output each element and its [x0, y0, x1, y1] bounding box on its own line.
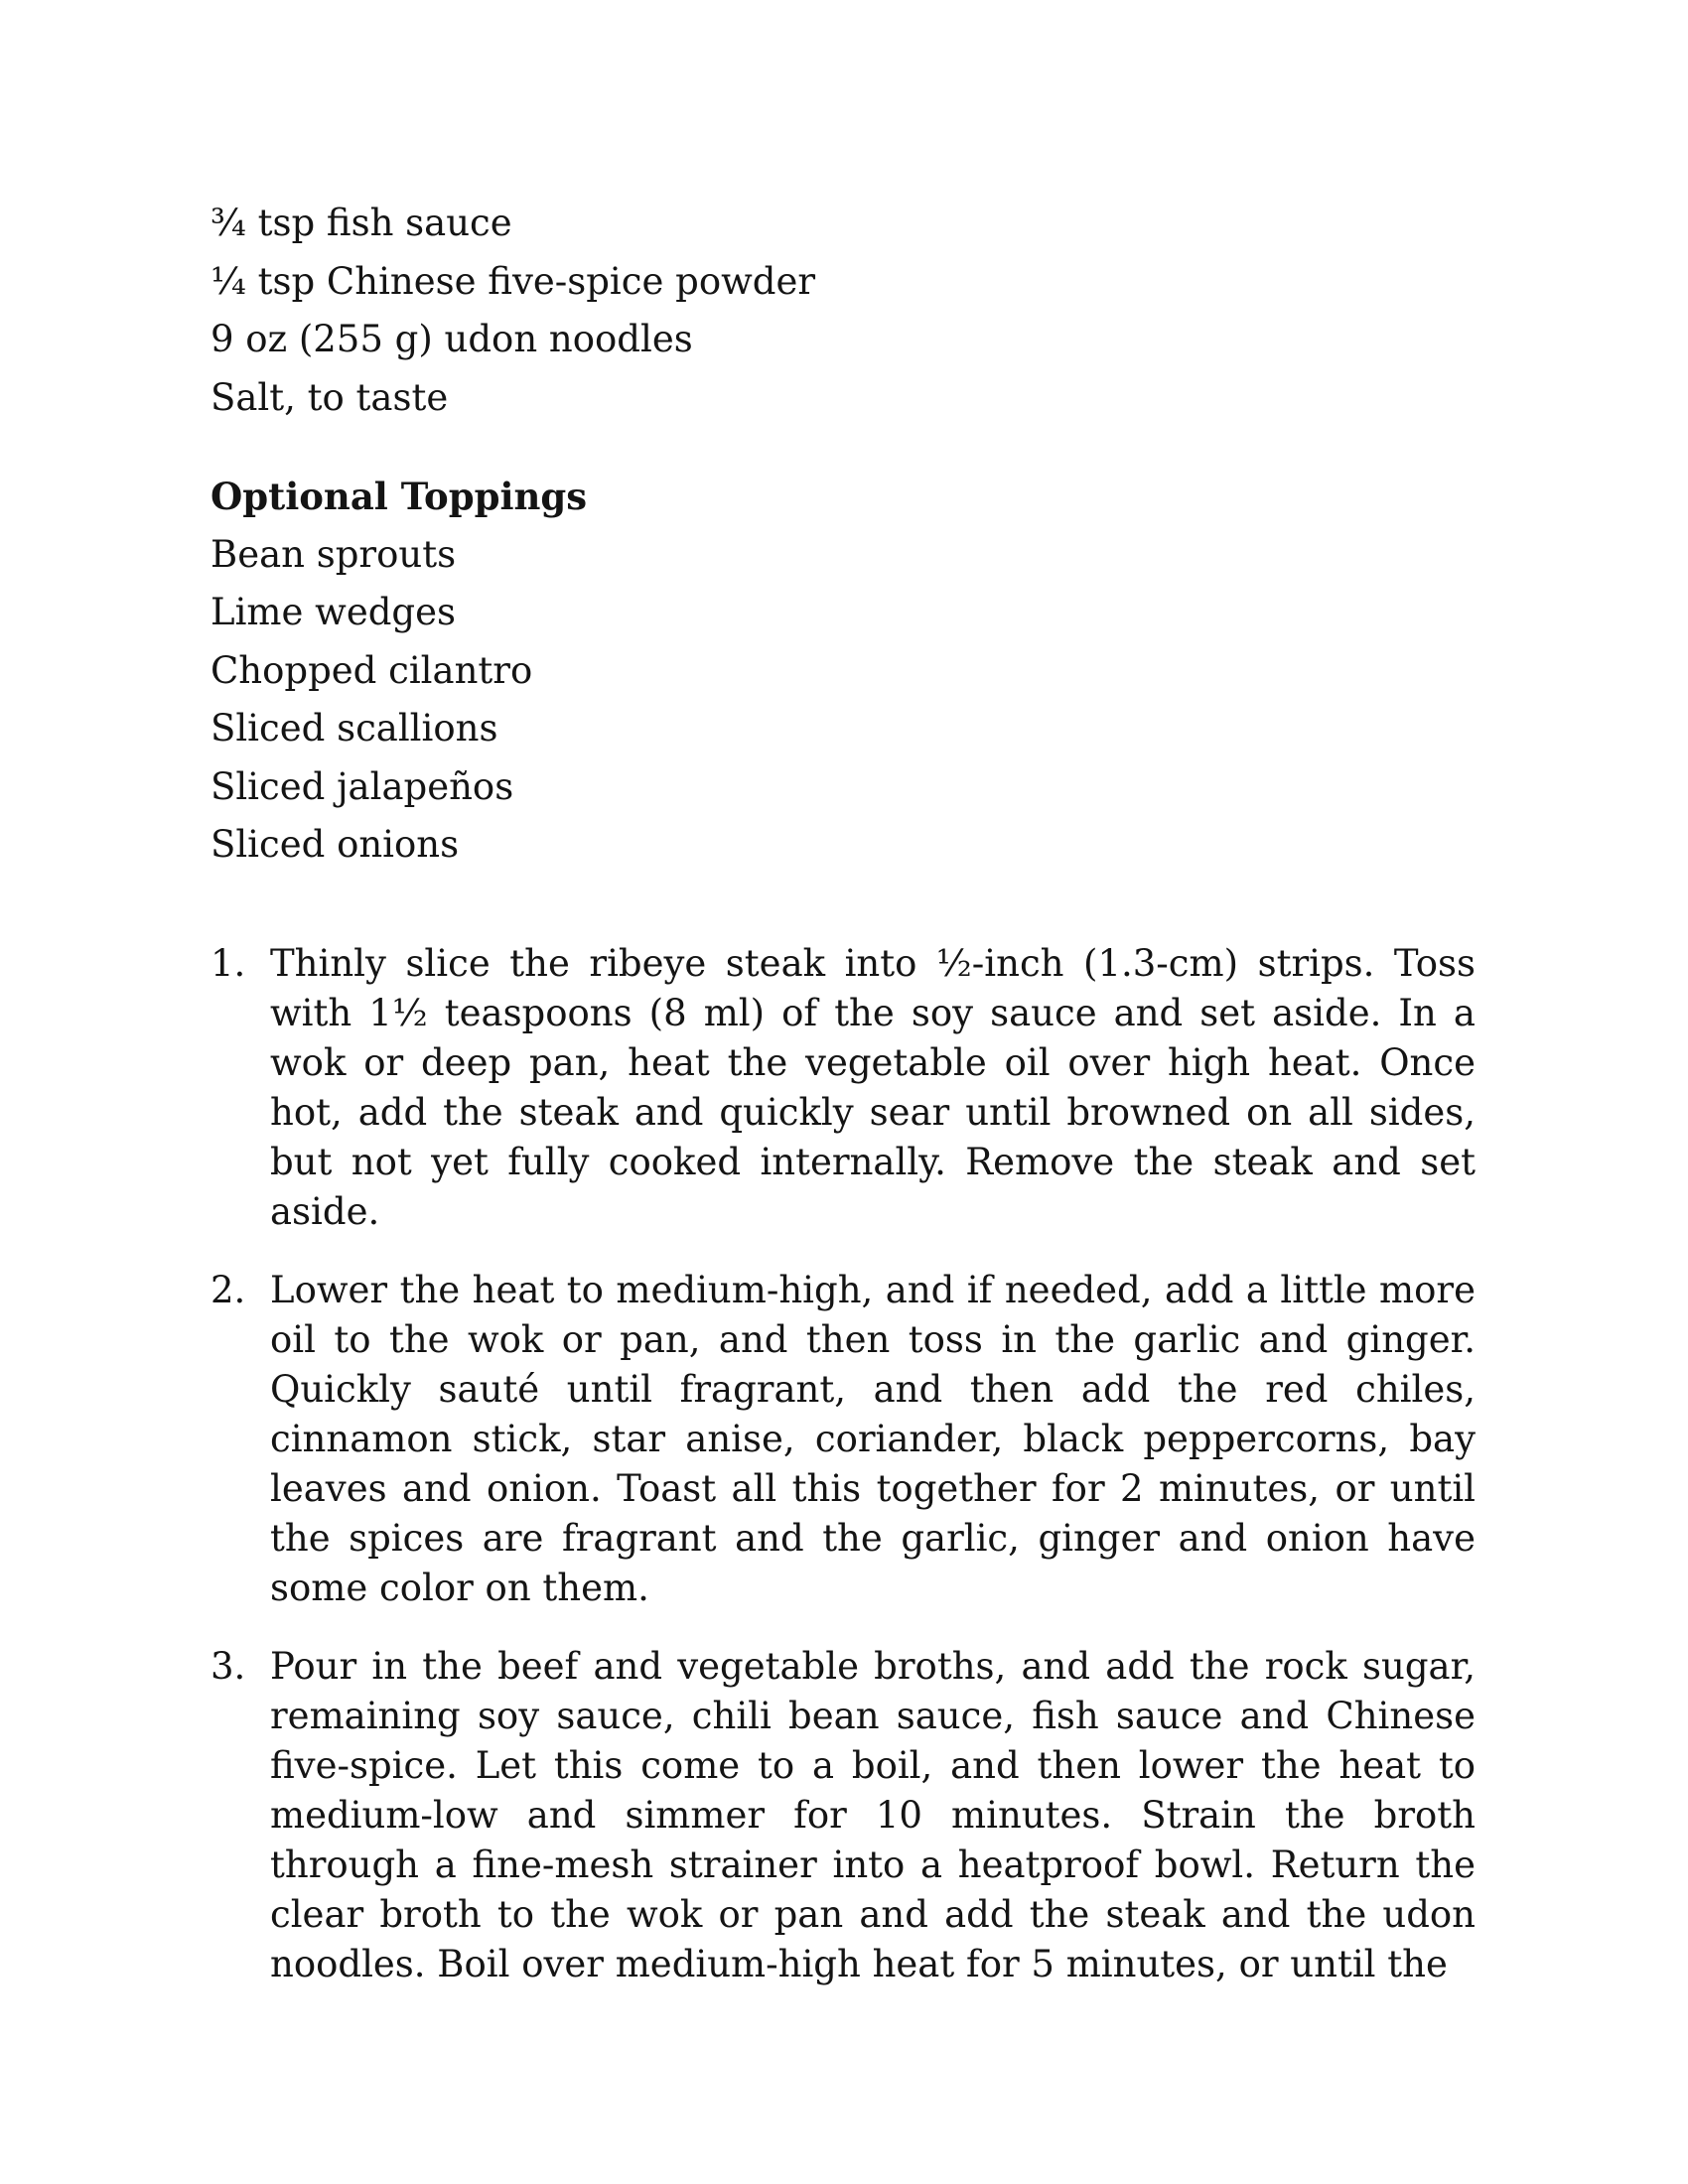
ingredient-item: Salt, to taste — [211, 375, 449, 419]
ingredient-item: ¾ tsp fish sauce — [211, 202, 512, 244]
step-text: Thinly slice the ribeye steak into ½-inch (1.3-cm) strips. Toss with 1½ teaspoons (8 ml) of the soy sauce and set aside. In a wok or deep pan, heat the vegetable oil over high heat. Once hot, add the steak and quickly sear until browned on all sides, but not yet fully cooked internally. Remove the steak and set aside. — [270, 942, 1476, 1233]
instruction-step — [211, 1266, 1476, 1613]
topping-item: Bean sprouts — [211, 532, 457, 576]
topping-item: Sliced onions — [211, 823, 460, 866]
topping-item: Sliced jalapeños — [211, 764, 514, 808]
step-number: 1. — [211, 942, 246, 985]
optional-toppings-section — [211, 468, 1476, 875]
topping-item: Lime wedges — [211, 591, 456, 633]
topping-item: Sliced scallions — [211, 707, 498, 750]
instruction-step — [211, 939, 1476, 1237]
step-text: Lower the heat to medium-high, and if needed, add a little more oil to the wok or pan, and then toss in the garlic and ginger. Quickly sauté until fragrant, and then add the red chiles, cinnamon stick, star anise, coriander, black peppercorns, bay leaves and onion. Toast all this together for 2 minutes, or until the spices are fragrant and the garlic, ginger and onion have some color on them. — [270, 1269, 1476, 1609]
instruction-steps — [211, 939, 1476, 2018]
step-text: Pour in the beef and vegetable broths, and add the rock sugar, remaining soy sauce, chili bean sauce, fish sauce and Chinese five-spice. Let this come to a boil, and then lower the heat to medium-low and simmer for 10 minutes. Strain the broth through a fine-mesh strainer into a heatproof bowl. Return the clear broth to the wok or pan and add the steak and the udon noodles. Boil over medium-high heat for 5 minutes, or until the — [270, 1645, 1476, 1985]
instruction-step — [211, 1642, 1476, 1989]
toppings-list — [211, 526, 1476, 875]
topping-item: Chopped cilantro — [211, 648, 533, 692]
step-number: 2. — [211, 1269, 246, 1311]
section-heading: Optional Toppings — [211, 475, 588, 518]
ingredient-list — [211, 195, 1476, 427]
ingredient-item: 9 oz (255 g) udon noodles — [211, 318, 693, 360]
step-number: 3. — [211, 1645, 246, 1688]
ingredient-item: ¼ tsp Chinese five-spice powder — [211, 259, 816, 303]
recipe-page — [211, 195, 1476, 1985]
